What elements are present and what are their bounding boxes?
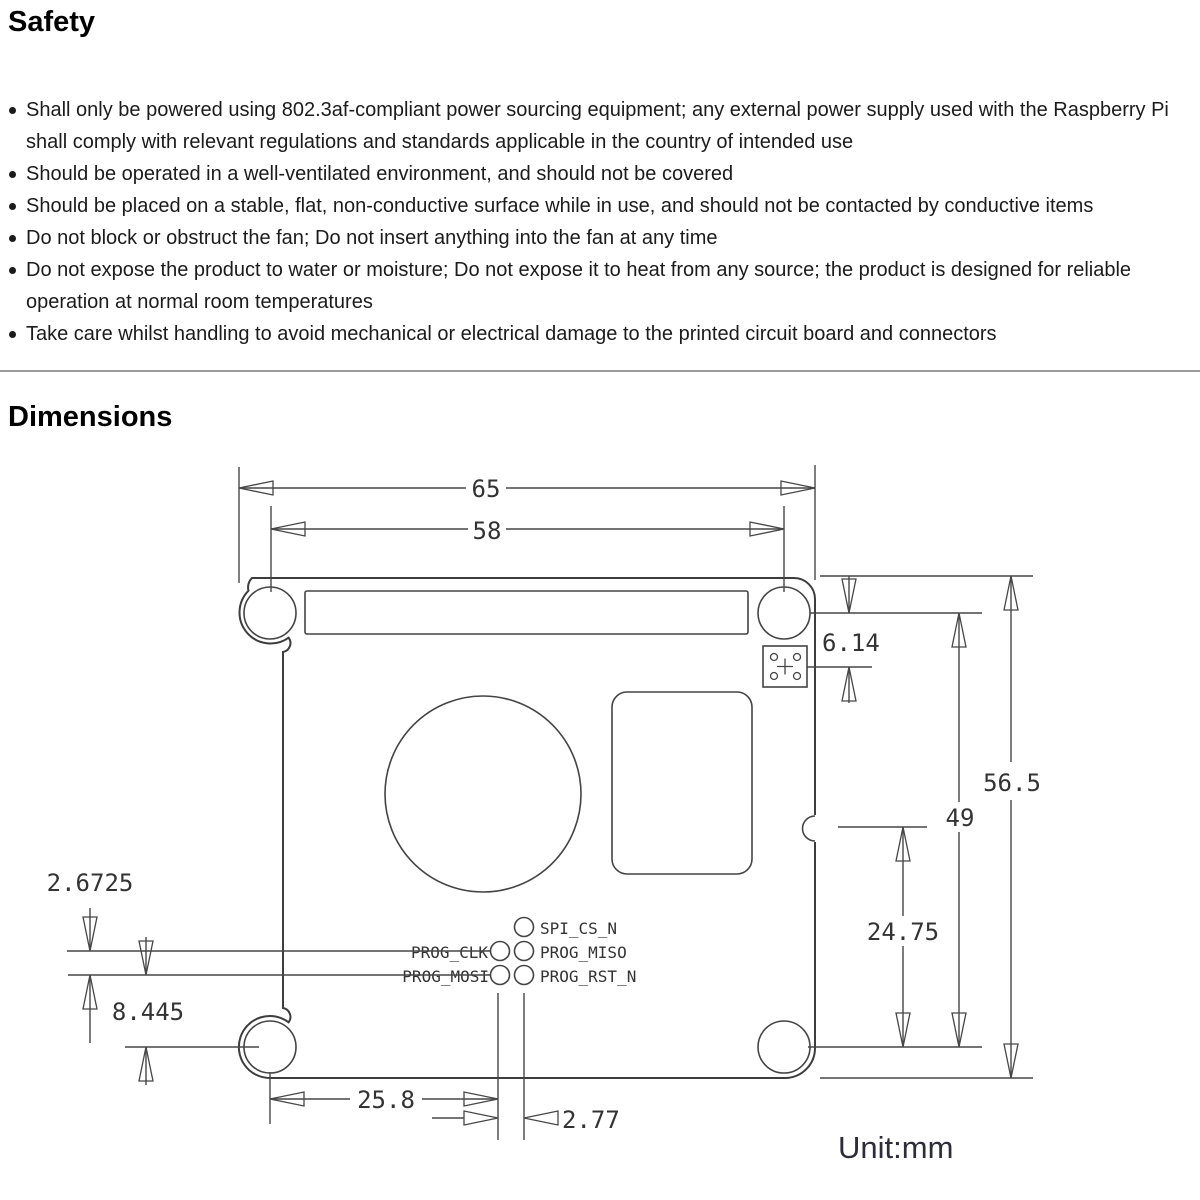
safety-item: [0, 190, 1195, 222]
mounting-hole-bottom-right: [758, 1021, 810, 1073]
safety-item: [0, 158, 1195, 190]
dim-hole-to-pin-col: 25.8: [357, 1086, 415, 1114]
notch-mask: [812, 815, 819, 842]
safety-item: [0, 254, 1195, 318]
dim-pin-col-pitch: 2.77: [562, 1106, 620, 1134]
pin-spi-cs: [515, 918, 534, 937]
dimensions-drawing: [0, 440, 1200, 1200]
safety-list: [0, 94, 1195, 350]
pin-prog-clk: [491, 942, 510, 961]
fan-cutout: [385, 696, 581, 892]
pin-label-prog-mosi: PROG_MOSI: [402, 967, 489, 986]
dim-row-to-hole: 8.445: [111, 998, 185, 1026]
display-connector-slot: [305, 591, 748, 634]
pin-prog-mosi: [491, 966, 510, 985]
mounting-hole-top-right: [758, 587, 810, 639]
pcb-dimension-diagram: [0, 440, 1200, 1200]
pin-label-prog-miso: PROG_MISO: [540, 943, 627, 962]
safety-item: [0, 94, 1195, 158]
dim-hole-span-x: 58: [472, 517, 502, 545]
safety-item-line: Take care whilst handling to avoid mechanical or electrical damage to the printed circuit board and connectors: [26, 323, 997, 345]
board-outline: [239, 578, 815, 1078]
pin-prog-miso: [515, 942, 534, 961]
safety-item-line: shall comply with relevant regulations and standards applicable in the country of intended use: [26, 131, 854, 153]
safety-item-line: Shall only be powered using 802.3af-compliant power sourcing equipment; any external power supply used with the Raspberry Pi: [26, 99, 1169, 121]
safety-item: [0, 318, 1195, 350]
pin-label-spi-cs: SPI_CS_N: [540, 919, 618, 938]
dimensions-heading: Dimensions: [8, 401, 173, 433]
pin-prog-rst: [515, 966, 534, 985]
pin-label-prog-rst: PROG_RST_N: [540, 967, 637, 986]
mounting-hole-top-left: [244, 587, 296, 639]
dim-hole-span-y: 49: [945, 804, 975, 832]
safety-item: [0, 222, 1195, 254]
safety-item-line: Should be placed on a stable, flat, non-conductive surface while in use, and should not be contacted by conductive items: [26, 195, 1094, 217]
prog-header: [402, 918, 636, 987]
pin-label-prog-clk: PROG_CLK: [410, 943, 488, 962]
dim-notch-to-hole: 24.75: [866, 918, 940, 946]
safety-item-line: operation at normal room temperatures: [26, 291, 373, 313]
dim-board-width: 65: [471, 475, 501, 503]
poe-header-pad: [763, 646, 807, 687]
dim-hole-to-poe: 6.14: [822, 629, 880, 657]
unit-label: Unit:mm: [838, 1130, 954, 1165]
dim-pin-row-gap: 2.6725: [46, 869, 134, 897]
dim-board-height: 56.5: [983, 769, 1041, 797]
safety-item-line: Do not block or obstruct the fan; Do not insert anything into the fan at any time: [26, 227, 718, 249]
safety-item-line: Do not expose the product to water or moisture; Do not expose it to heat from any source; the product is designed for reliable: [26, 259, 1132, 281]
safety-heading: Safety: [8, 6, 96, 38]
module-outline: [612, 692, 752, 874]
safety-item-line: Should be operated in a well-ventilated environment, and should not be covered: [26, 163, 734, 185]
section-divider: [0, 370, 1200, 372]
dimension-lines: [67, 465, 1033, 1140]
